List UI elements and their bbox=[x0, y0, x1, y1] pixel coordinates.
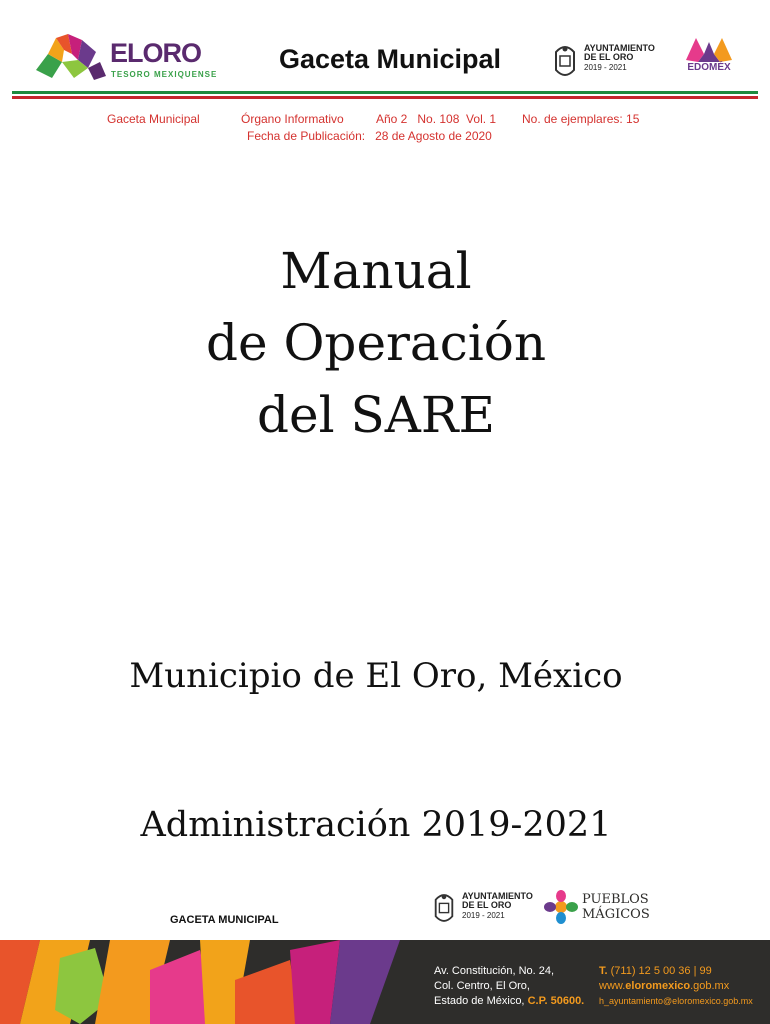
ayuntamiento-line1: AYUNTAMIENTO bbox=[584, 43, 655, 53]
eloro-tagline: TESORO MEXIQUENSE bbox=[111, 70, 218, 79]
website-link[interactable] bbox=[599, 979, 753, 994]
document-title-line2: de Operación bbox=[205, 314, 547, 372]
web-suffix: .gob.mx bbox=[690, 980, 730, 992]
footer-ayuntamiento-logo bbox=[432, 888, 536, 928]
ayuntamiento-line2: DE EL ORO bbox=[584, 52, 634, 62]
address-cp: C.P. 50600. bbox=[527, 995, 585, 1007]
ayuntamiento-logo bbox=[552, 40, 662, 84]
address-line1: Av. Constitución, No. 24, bbox=[434, 965, 555, 977]
meta-ejemplares: No. de ejemplares: 15 bbox=[522, 112, 640, 126]
phone-line bbox=[599, 964, 753, 979]
meta-issue: Año 2 No. 108 Vol. 1 bbox=[376, 112, 497, 126]
document-title-line1: Manual bbox=[280, 242, 472, 300]
meta-gaceta: Gaceta Municipal bbox=[107, 112, 200, 126]
header-rule-red bbox=[12, 96, 758, 99]
meta-fecha: Fecha de Publicación: 28 de Agosto de 2020 bbox=[247, 129, 492, 143]
footer-ayuntamiento-line1: AYUNTAMIENTO bbox=[462, 891, 533, 901]
footer-address bbox=[434, 964, 584, 1009]
footer-gaceta-label: GACETA MUNICIPAL bbox=[170, 914, 279, 926]
phone-prefix: T. bbox=[599, 965, 608, 977]
address-line3 bbox=[434, 994, 584, 1009]
web-prefix: www. bbox=[599, 980, 626, 992]
ayuntamiento-line3: 2019 - 2021 bbox=[584, 63, 627, 72]
ayuntamiento-seal-icon bbox=[432, 890, 456, 926]
pueblos-line1: PUEBLOS bbox=[582, 892, 649, 907]
phone-number: (711) 12 5 00 36 | 99 bbox=[607, 965, 712, 977]
page-title: Gaceta Municipal bbox=[278, 44, 502, 74]
pueblos-magicos-logo bbox=[544, 886, 650, 928]
pueblos-line2: MÁGICOS bbox=[582, 907, 650, 922]
footer-ayuntamiento-line3: 2019 - 2021 bbox=[462, 911, 505, 920]
document-title-line3: del SARE bbox=[257, 386, 495, 444]
ayuntamiento-seal-icon bbox=[552, 42, 578, 80]
email-link[interactable]: h_ayuntamiento@eloromexico.gob.mx bbox=[599, 996, 753, 1006]
address-line2: Col. Centro, El Oro, bbox=[434, 980, 530, 992]
footer-ayuntamiento-line2: DE EL ORO bbox=[462, 900, 512, 910]
administracion-heading: Administración 2019-2021 bbox=[140, 805, 612, 845]
address-state: Estado de México, bbox=[434, 995, 528, 1007]
municipio-heading: Municipio de El Oro, México bbox=[129, 656, 623, 696]
eloro-logo-text: ELORO bbox=[110, 38, 202, 68]
web-domain: eloromexico bbox=[625, 980, 691, 992]
footer-contact bbox=[599, 964, 753, 1009]
edomex-logo-mark bbox=[678, 32, 740, 88]
meta-organo: Órgano Informativo bbox=[241, 112, 344, 126]
pueblos-magicos-icon bbox=[544, 890, 578, 924]
footer-banner-graphic bbox=[0, 940, 420, 1024]
edomex-logo-text: EDOMÉX bbox=[687, 62, 731, 73]
